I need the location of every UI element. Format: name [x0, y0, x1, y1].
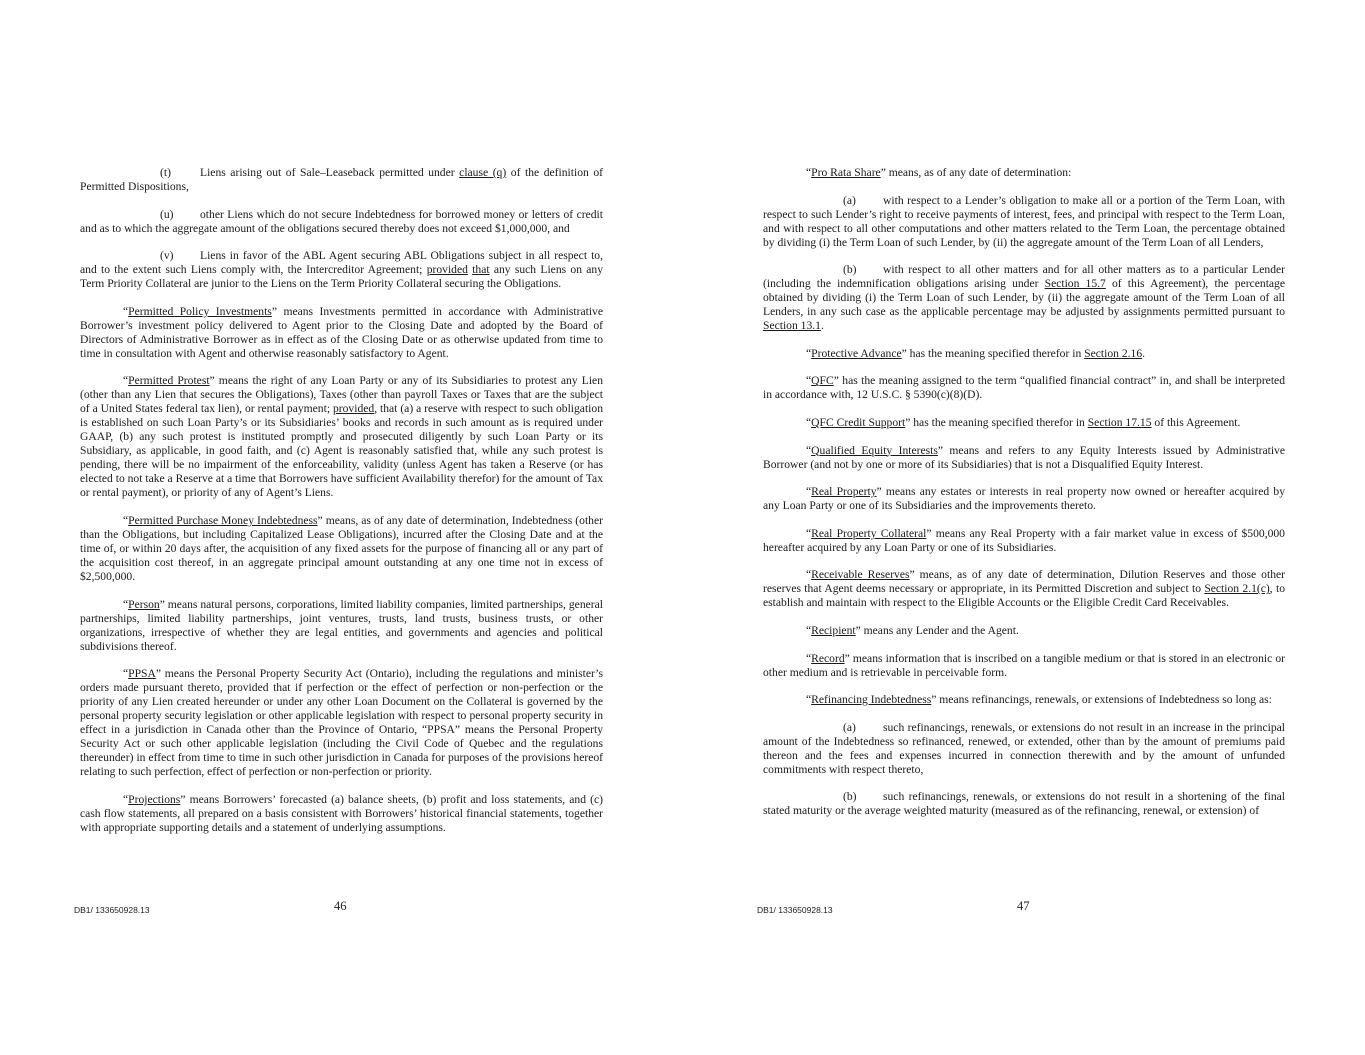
text-run: ” means and refers to any Equity Interests issued by Administrative Borrower (and not by one or more of its Subsidiaries) that is not a Disqualified Equity Interest. [763, 443, 1285, 471]
text-run: “ [806, 166, 812, 179]
text-run: ” has the meaning specified therefor in [905, 415, 1088, 429]
defined-term: provided [426, 263, 468, 277]
text-run: with respect to a Lender’s obligation to make all or a portion of the Term Loan, with respect to such Lender’s right to receive payments of interest, fees, and principal with respect to the Term Loan, and with respect to all other computations and other matters related to the Term Loan, the percentage obtained by dividing (i) the Term Loan of such Lender, by (ii) the aggregate amount of the Term Loan of all Lenders, [763, 193, 1285, 249]
text-run: “ [806, 526, 812, 540]
clause-paragraph [763, 194, 1285, 250]
definition-paragraph [80, 598, 603, 654]
clause-label: (a) [843, 720, 856, 734]
text-run: such refinancings, renewals, or extensions do not result in an increase in the principal amount of the Indebtedness so refinanced, renewed, or extended, other than by the amount of premiums paid thereon and the fees and expenses incurred in connection therewith and by the amount of unfunded commitments with respect thereto, [763, 720, 1285, 776]
text-run: Liens arising out of Sale–Leaseback permitted under [200, 166, 460, 179]
text-run: ” means, as of any date of determination, Indebtedness (other than the Obligations, but including Capitalized Lease Obligations), incurred after the Closing Date and at the time of, or within 20 days after, the acquisition of any fixed assets for the purpose of financing all or any part of the acquisition cost thereof, in an aggregate principal amount outstanding at any one time not in excess of $2,500,000. [80, 513, 603, 583]
text-run: ” means the Personal Property Security Act (Ontario), including the regulations and minister’s orders made pursuant thereto, provided that if perfection or the effect of perfection or non-perfection or the priority of any Lien created hereunder or under any other Loan Document on the Collateral is governed by the personal property security legislation or other applicable legislation with respect to personal property security in effect in a jurisdiction in Canada other than the Province of Ontario, “PPSA” means the Personal Property Security Act or such other applicable legislation (including the Civil Code of Quebec and the regulations thereunder) in effect from time to time in such other jurisdiction in Canada for purposes of the provisions hereof relating to such perfection, effect of perfection or non-perfection or priority. [80, 667, 603, 779]
definition-paragraph [80, 374, 603, 500]
text-run: any such Liens on any Term Priority Collateral are junior to the Liens on the Term Priority Collateral securing the Obligations. [80, 263, 603, 291]
text-run: ” means refinancings, renewals, or extensions of Indebtedness so long as: [931, 693, 1272, 707]
defined-term: that [472, 263, 490, 277]
definition-paragraph [80, 305, 603, 361]
text-run: ” means any estates or interests in real property now owned or hereafter acquired by any Loan Party or one of its Subsidiaries and the improvements thereto. [763, 485, 1286, 513]
defined-term: Record [811, 651, 845, 665]
text-run: with respect to all other matters and for all other matters as to a particular Lender (including the indemnification obligations arising under [763, 263, 1285, 291]
definition-paragraph [763, 166, 1285, 180]
text-run: ” has the meaning assigned to the term “qualified financial contract” in, and shall be interpreted in accordance with, 12 U.S.C. § 5390(c)(8)(D). [763, 374, 1285, 402]
text-run: “ [123, 374, 129, 388]
clause-label: (v) [160, 249, 174, 263]
text-run: “ [806, 485, 812, 499]
defined-term: QFC [811, 374, 834, 388]
text-run: ” means the right of any Loan Party or any of its Subsidiaries to protest any Lien (other than any Lien that secures the Obligations), Taxes (other than payroll Taxes or Taxes that are the subject of a United States federal tax lien), or rental payment; [80, 374, 603, 416]
text-run: ” means, as of any date of determination, Dilution Reserves and those other reserves that Agent deems necessary or appropriate, in its Permitted Discretion and subject to [763, 568, 1285, 596]
text-run: “ [123, 597, 129, 611]
clause-paragraph [763, 263, 1285, 333]
document-id: DB1/ 133650928.13 [74, 905, 150, 915]
text-run: “ [806, 346, 812, 360]
definition-paragraph [80, 514, 603, 584]
definition-paragraph [763, 568, 1285, 610]
definition-paragraph [763, 485, 1285, 513]
text-run: “ [806, 374, 812, 388]
defined-term: Pro Rata Share [811, 166, 881, 179]
page-47 [683, 0, 1365, 1055]
clause-paragraph [80, 208, 603, 236]
definition-paragraph [763, 416, 1285, 430]
defined-term: Person [128, 597, 160, 611]
text-run: “ [806, 693, 812, 707]
text-run: Liens in favor of the ABL Agent securing ABL Obligations subject in all respect to, and to the extent such Liens comply with, the Intercreditor Agreement; [80, 249, 603, 277]
text-run: . [820, 319, 824, 333]
text-run: . [1142, 346, 1146, 360]
definition-paragraph [763, 624, 1285, 638]
definition-paragraph [763, 444, 1285, 472]
text-run: of this Agreement), the percentage obtained by dividing (i) the Term Loan of such Lender, by (ii) the aggregate amount of the Term Loan of all Lenders, in any such case as the applicable percentage may be adjusted by assignments permitted pursuant to [763, 277, 1286, 319]
defined-term: QFC Credit Support [811, 415, 906, 429]
defined-term: Section 17.15 [1087, 415, 1152, 429]
text-run: , to establish and maintain with respect to the Eligible Accounts or the Eligible Credit Card Receivables. [763, 582, 1285, 610]
text-run: such refinancings, renewals, or extensions do not result in a shortening of the final stated maturity or the average weighted maturity (measured as of the refinancing, renewal, or extension) of [763, 790, 1285, 818]
text-run: “ [806, 651, 812, 665]
defined-term: Refinancing Indebtedness [811, 693, 932, 707]
text-run: “ [806, 415, 812, 429]
text-run: ” means Borrowers’ forecasted (a) balance sheets, (b) profit and loss statements, and (c) cash flow statements, all prepared on a basis consistent with Borrowers’ historical financial statements, together with appropriate supporting details and a statement of underlying assumptions. [80, 792, 603, 834]
defined-term: Section 2.1(c) [1204, 582, 1270, 596]
clause-label: (a) [843, 193, 856, 207]
text-run: other Liens which do not secure Indebtedness for borrowed money or letters of credit and as to which the aggregate amount of the obligations secured thereby does not exceed $1,000,000, and [80, 207, 603, 235]
defined-term: Permitted Policy Investments [128, 304, 272, 318]
clause-paragraph [763, 721, 1285, 777]
text-run: ” means natural persons, corporations, limited liability companies, limited partnerships, general partnerships, limited liability partnerships, joint ventures, trusts, land trusts, business trusts, or other organizations, irrespective of whether they are legal entities, and governments and agencies and political subdivisions thereof. [80, 597, 603, 653]
defined-term: Real Property Collateral [811, 526, 927, 540]
defined-term: clause (q) [459, 166, 507, 179]
defined-term: Permitted Purchase Money Indebtedness [128, 513, 318, 527]
definition-paragraph [763, 527, 1285, 555]
defined-term: Protective Advance [811, 346, 902, 360]
defined-term: PPSA [128, 667, 156, 681]
document-id: DB1/ 133650928.13 [757, 905, 833, 915]
text-run: “ [123, 667, 129, 681]
defined-term: Projections [128, 792, 181, 806]
defined-term: Section 15.7 [1044, 277, 1106, 291]
definition-paragraph [80, 667, 603, 779]
page-body [80, 166, 603, 848]
definition-paragraph [763, 652, 1285, 680]
text-run: “ [806, 568, 812, 582]
defined-term: Qualified Equity Interests [811, 443, 938, 457]
clause-label: (t) [160, 166, 171, 179]
clause-label: (b) [843, 263, 857, 277]
text-run: ” has the meaning specified therefor in [901, 346, 1085, 360]
text-run: “ [806, 623, 812, 637]
text-run: ” means, as of any date of determination: [880, 166, 1072, 179]
text-run: ” means any Real Property with a fair market value in excess of $500,000 hereafter acquired by any Loan Party or one of its Subsidiaries. [763, 526, 1285, 554]
defined-term: Permitted Protest [128, 374, 210, 388]
clause-paragraph [80, 249, 603, 291]
defined-term: Real Property [811, 485, 877, 499]
text-run: “ [123, 792, 129, 806]
defined-term: Receivable Reserves [811, 568, 910, 582]
clause-paragraph [80, 166, 603, 194]
clause-paragraph [763, 790, 1285, 818]
definition-paragraph [763, 693, 1285, 707]
clause-label: (u) [160, 207, 174, 221]
text-run: ” means information that is inscribed on a tangible medium or that is stored in an electronic or other medium and is retrievable in perceivable form. [763, 651, 1285, 679]
clause-label: (b) [843, 790, 857, 804]
defined-term: Section 2.16 [1084, 346, 1143, 360]
definition-paragraph [763, 347, 1285, 361]
text-run: of this Agreement. [1151, 415, 1241, 429]
text-run: ” means Investments permitted in accordance with Administrative Borrower’s investment policy delivered to Agent prior to the Closing Date and adopted by the Board of Directors of Administrative Borrower as in effect as of the Closing Date or as otherwise updated from time to time in consultation with Agent and otherwise reasonably satisfactory to Agent. [80, 304, 603, 360]
text-run: , that (a) a reserve with respect to such obligation is established on such Loan Party’s or its Subsidiaries’ books and records in such amount as is required under GAAP, (b) any such protest is instituted promptly and prosecuted diligently by such Loan Party or its Subsidiary, as applicable, in good faith, and (c) Agent is reasonably satisfied that, while any such protest is pending, there will be no impairment of the enforceability, validity (unless Agent has taken a Reserve (or has elected to not take a Reserve at a time that Borrowers have sufficient Availability therefor) for the amount of Tax or rental payment), or priority of any of Agent’s Liens. [80, 402, 603, 500]
definition-paragraph [763, 374, 1285, 402]
text-run: “ [806, 443, 812, 457]
defined-term: Section 13.1 [763, 319, 821, 333]
text-run: ” means any Lender and the Agent. [855, 623, 1019, 637]
defined-term: Recipient [811, 623, 856, 637]
definition-paragraph [80, 793, 603, 835]
page-number: 46 [334, 899, 347, 913]
text-run: “ [123, 513, 129, 527]
page-body [763, 166, 1285, 832]
defined-term: provided [332, 402, 375, 416]
text-run: “ [123, 304, 129, 318]
text-run: of the definition of Permitted Dispositions, [80, 166, 603, 193]
page-number: 47 [1017, 899, 1030, 913]
